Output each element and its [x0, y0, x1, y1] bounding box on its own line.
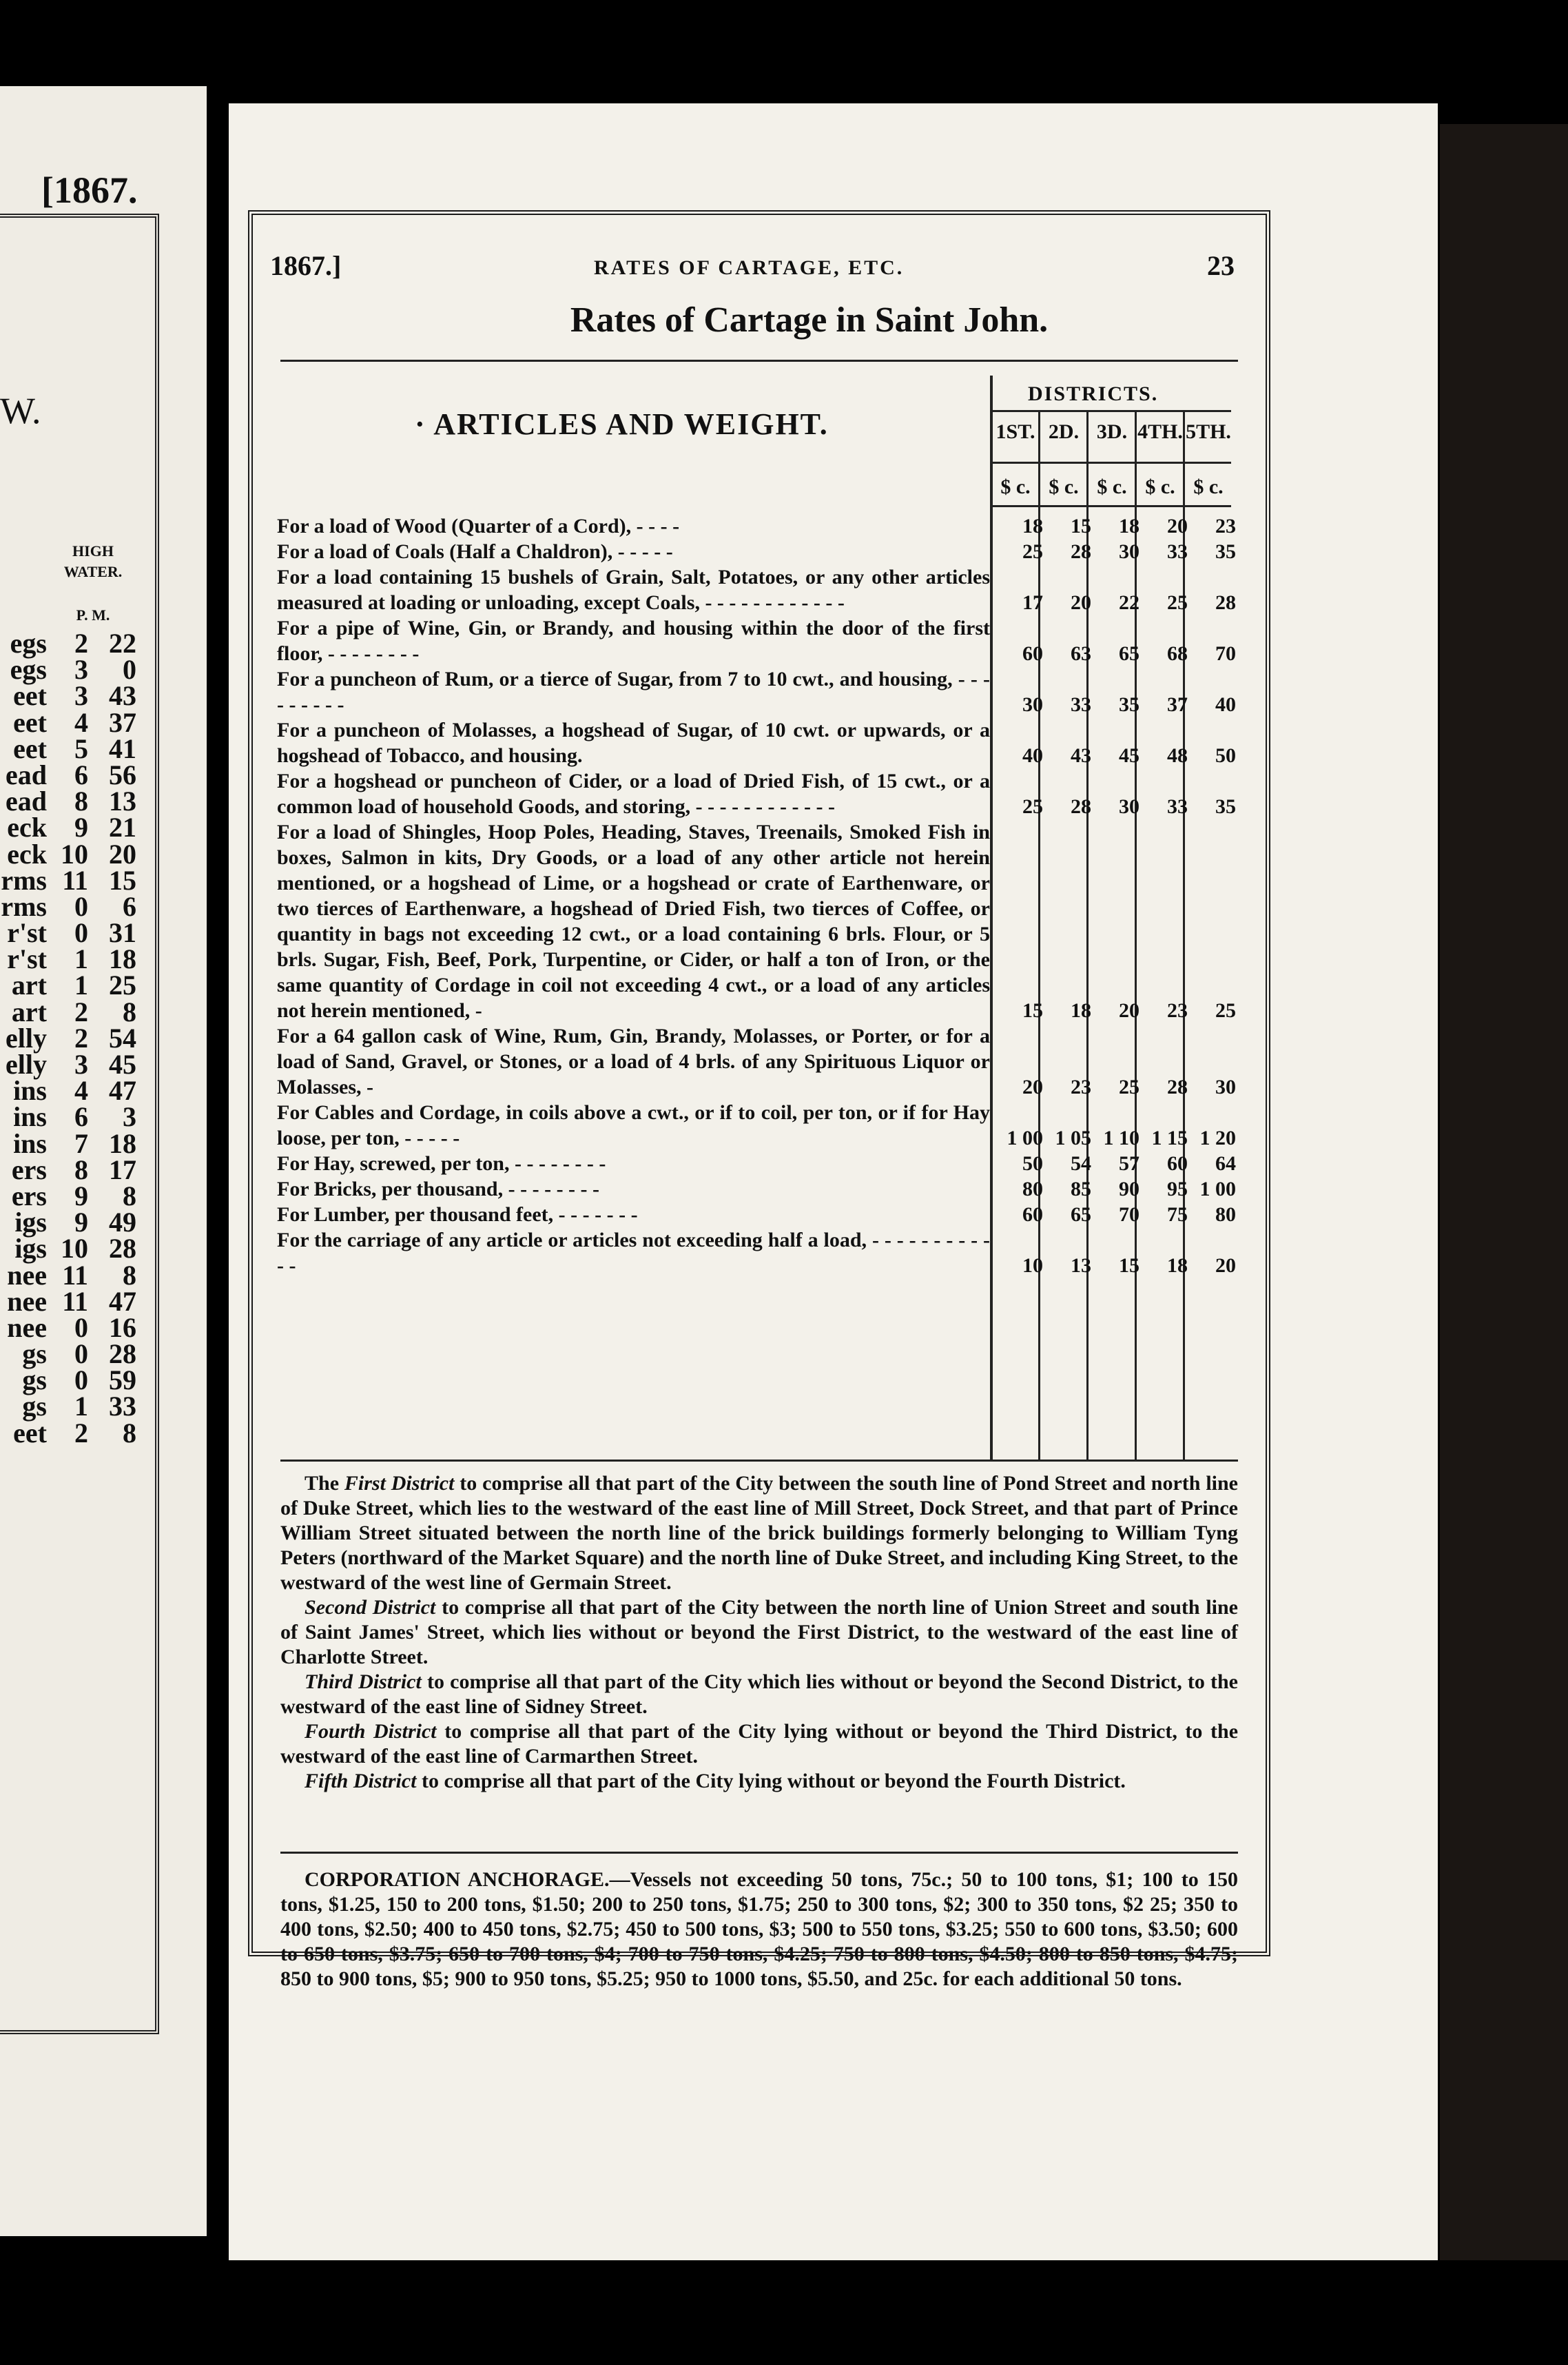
table-row — [0, 812, 145, 843]
minute-value: 21 — [109, 812, 136, 843]
district-note — [280, 1769, 1238, 1794]
hour-value: 10 — [61, 1233, 88, 1265]
table-row — [0, 1364, 145, 1396]
rate-cell: 1 00 — [1007, 1127, 1043, 1149]
article-description: For a puncheon of Molasses, a hogshead of Sugar, of 10 cwt. or upwards, or a hogshead of Tobacco, and housing. — [277, 719, 990, 767]
row-suffix: art — [11, 996, 47, 1027]
hour-value: 9 — [74, 812, 88, 843]
rate-cell: 30 — [1022, 693, 1043, 716]
row-suffix: rms — [1, 890, 47, 922]
table-row — [0, 1049, 145, 1080]
rate-cell: 20 — [1022, 1076, 1043, 1098]
rate-cell: 25 — [1167, 591, 1188, 614]
anchorage-paragraph — [280, 1867, 1238, 1992]
row-suffix: eet — [13, 706, 47, 738]
note-text: to comprise all that part of the City which lies without or beyond the Second District, to the westward of the east line of Sidney Street. — [280, 1670, 1238, 1718]
articles-heading: · ARTICLES AND WEIGHT. — [415, 407, 829, 441]
rate-cell: 33 — [1167, 540, 1188, 563]
table-row — [0, 680, 145, 712]
note-text: to comprise all that part of the City between the south line of Pond Street and north line of Duke Street, which lies to the westward of the east line of Mill Street, Dock Street, and that part of Prince William Street situated between the north line of the brick buildings formerly belonging to William Tyng Peters (northward of the Market Square) and the north line of Duke Street, and including King Street, to the westward of the west line of Germain Street. — [280, 1472, 1238, 1594]
note-district-name: Third District — [305, 1670, 422, 1693]
districts-rule — [990, 410, 1231, 412]
minute-value: 8 — [123, 1180, 136, 1211]
table-row — [0, 996, 145, 1027]
table-row — [0, 628, 145, 659]
minute-value: 3 — [123, 1101, 136, 1133]
minute-value: 18 — [109, 943, 136, 975]
rate-cell: 60 — [1022, 1203, 1043, 1226]
minute-value: 8 — [123, 1259, 136, 1291]
district-note — [280, 1471, 1238, 1595]
row-suffix: gs — [22, 1338, 47, 1370]
minute-value: 49 — [109, 1207, 136, 1238]
rate-cell: 25 — [1022, 795, 1043, 818]
rate-cell: 70 — [1215, 642, 1236, 665]
notes-rule — [280, 1852, 1238, 1854]
rate-cell: 37 — [1167, 693, 1188, 716]
minute-value: 17 — [109, 1154, 136, 1185]
table-row — [0, 759, 145, 790]
rate-cell: 40 — [1022, 744, 1043, 767]
left-page-letter: W. — [0, 390, 41, 431]
row-suffix: nee — [7, 1259, 47, 1291]
article-description: For Hay, screwed, per ton, - - - - - - - - — [277, 1152, 606, 1175]
note-text: to comprise all that part of the City between the north line of Union Street and south line of Saint James' Street, which lies without or beyond the First District, to the westward of the east line of Charlotte Street. — [280, 1596, 1238, 1668]
minute-value: 31 — [109, 917, 136, 949]
hour-value: 3 — [74, 654, 88, 686]
row-suffix: nee — [7, 1285, 47, 1317]
table-row — [0, 972, 145, 999]
table-row — [0, 733, 145, 764]
district-note — [280, 1670, 1238, 1719]
page-title: Rates of Cartage in Saint John. — [570, 300, 1049, 340]
article-description: For a 64 gallon cask of Wine, Rum, Gin, Brandy, Molasses, or Porter, or for a load of Sand, Gravel, or Stones, or a load of 4 brls. of any Spirituous Liquor or Molasses, - — [277, 1025, 990, 1098]
minute-value: 43 — [109, 680, 136, 712]
hour-value: 5 — [74, 733, 88, 764]
minute-value: 59 — [109, 1364, 136, 1396]
table-row — [277, 564, 1238, 615]
table-row — [277, 1202, 1238, 1227]
row-suffix: ins — [13, 1127, 47, 1159]
row-suffix: ins — [13, 1101, 47, 1133]
article-description: For Lumber, per thousand feet, - - - - - - - — [277, 1203, 638, 1226]
rate-cell: 28 — [1167, 1076, 1188, 1098]
rate-cell: 25 — [1022, 540, 1043, 563]
article-description: For a load of Coals (Half a Chaldron), - - - - - — [277, 540, 673, 563]
row-suffix: art — [11, 970, 47, 1001]
hour-value: 11 — [62, 1259, 88, 1291]
table-row — [0, 788, 145, 815]
table-row — [0, 1233, 145, 1265]
rate-cell: 35 — [1215, 795, 1236, 818]
hour-value: 0 — [74, 917, 88, 949]
minute-value: 16 — [109, 1311, 136, 1343]
columns-rule — [990, 462, 1231, 464]
rate-cell: 25 — [1119, 1076, 1139, 1098]
pm-heading: P. M. — [76, 606, 110, 624]
district-notes — [280, 1471, 1238, 1794]
article-description: For Bricks, per thousand, - - - - - - - - — [277, 1178, 600, 1200]
table-row — [277, 615, 1238, 666]
table-row — [0, 1101, 145, 1133]
table-row — [277, 1151, 1238, 1176]
units-rule — [990, 505, 1231, 507]
hour-value: 6 — [74, 1101, 88, 1133]
district-col-2: 2D. — [1048, 420, 1080, 443]
note-text: to comprise all that part of the City lying without or beyond the Fourth District. — [416, 1770, 1126, 1792]
hour-value: 2 — [74, 996, 88, 1027]
hour-value: 9 — [74, 1207, 88, 1238]
row-suffix: eet — [13, 733, 47, 764]
rate-cell: 85 — [1071, 1178, 1091, 1200]
minute-value: 41 — [109, 733, 136, 764]
article-description: For a load containing 15 bushels of Grain, Salt, Potatoes, or any other articles measured at loading or unloading, except Coals, - - - - - - - - - - - - — [277, 566, 990, 614]
unit-label: $ c. — [1193, 475, 1224, 498]
rate-cell: 95 — [1167, 1178, 1188, 1200]
table-row — [0, 654, 145, 686]
row-suffix: elly — [6, 1022, 47, 1054]
minute-value: 28 — [109, 1338, 136, 1370]
table-row — [0, 1393, 145, 1420]
minute-value: 8 — [123, 1417, 136, 1448]
table-row — [277, 513, 1238, 539]
hour-value: 6 — [74, 759, 88, 790]
minute-value: 22 — [109, 628, 136, 659]
title-rule — [280, 360, 1238, 362]
rate-cell: 50 — [1215, 744, 1236, 767]
unit-label: $ c. — [1097, 475, 1127, 498]
hour-value: 4 — [74, 1075, 88, 1107]
rate-cell: 23 — [1215, 515, 1236, 538]
row-suffix: nee — [7, 1311, 47, 1343]
row-suffix: igs — [14, 1233, 47, 1265]
rate-cell: 30 — [1119, 795, 1139, 818]
table-row — [0, 1311, 145, 1343]
rate-cell: 80 — [1022, 1178, 1043, 1200]
rate-cell: 18 — [1071, 999, 1091, 1022]
table-row — [0, 1127, 145, 1159]
rate-cell: 1 10 — [1103, 1127, 1139, 1149]
minute-value: 47 — [109, 1075, 136, 1107]
table-row — [0, 1209, 145, 1236]
minute-value: 47 — [109, 1285, 136, 1317]
hour-value: 8 — [74, 786, 88, 817]
unit-label: $ c. — [1145, 475, 1175, 498]
minute-value: 6 — [123, 890, 136, 922]
rate-cell: 1 20 — [1199, 1127, 1236, 1149]
unit-label: $ c. — [1000, 475, 1031, 498]
row-suffix: eet — [13, 1417, 47, 1448]
row-suffix: ead — [6, 786, 47, 817]
minute-value: 15 — [109, 864, 136, 896]
hour-value: 1 — [74, 970, 88, 1001]
row-suffix: ers — [11, 1180, 47, 1211]
high-water-heading: HIGH WATER. — [63, 542, 123, 580]
rate-cell: 25 — [1215, 999, 1236, 1022]
hour-value: 0 — [74, 1311, 88, 1343]
hour-value: 1 — [74, 1391, 88, 1422]
minute-value: 8 — [123, 996, 136, 1027]
article-description: For a load of Shingles, Hoop Poles, Heading, Staves, Treenails, Smoked Fish in boxes, Salmon in kits, Dry Goods, or a load of any other article not herein mentioned, or a hogshead of Lime, or a hogshead or crate of Earthenware, or two tierces of Earthenware, a hogshead of Dried Fish, two tierces of Coffee, or quantity in bags not exceeding 12 cwt., or a load containing 6 brls. Flour, or 5 brls. Sugar, Fish, Beef, Pork, Turpentine, or Cider, or half a ton of Iron, or the same quantity of Cordage in coil not exceeding 4 cwt., or a load of any articles not herein mentioned, - — [277, 821, 990, 1022]
hour-value: 2 — [74, 628, 88, 659]
minute-value: 18 — [109, 1127, 136, 1159]
running-head: RATES OF CARTAGE, ETC. — [594, 256, 905, 279]
table-row — [0, 1022, 145, 1054]
minute-value: 25 — [109, 970, 136, 1001]
hour-value: 2 — [74, 1417, 88, 1448]
table-row — [0, 1075, 145, 1107]
rate-cell: 54 — [1071, 1152, 1091, 1175]
rate-cell: 10 — [1022, 1254, 1043, 1277]
rate-cell: 1 05 — [1055, 1127, 1091, 1149]
table-row — [0, 1417, 145, 1448]
row-suffix: gs — [22, 1364, 47, 1396]
table-row — [0, 943, 145, 975]
minute-value: 0 — [123, 654, 136, 686]
rate-cell: 64 — [1215, 1152, 1236, 1175]
rate-cell: 50 — [1022, 1152, 1043, 1175]
minute-value: 45 — [109, 1049, 136, 1080]
rate-cell: 28 — [1071, 795, 1091, 818]
table-rule — [280, 1460, 1238, 1462]
rate-cell: 33 — [1071, 693, 1091, 716]
rate-cell: 28 — [1071, 540, 1091, 563]
note-district-name: Second District — [305, 1596, 436, 1619]
row-suffix: eck — [7, 838, 47, 870]
article-description: For a pipe of Wine, Gin, or Brandy, and housing within the door of the first floor, - - - - - - - - — [277, 617, 990, 665]
note-district-name: First District — [344, 1472, 455, 1495]
rate-cell: 48 — [1167, 744, 1188, 767]
hour-value: 1 — [74, 943, 88, 975]
rate-cell: 22 — [1119, 591, 1139, 614]
table-row — [0, 864, 145, 896]
minute-value: 37 — [109, 706, 136, 738]
row-suffix: ers — [11, 1154, 47, 1185]
table-row — [277, 717, 1238, 768]
table-row — [0, 1180, 145, 1211]
hour-value: 4 — [74, 706, 88, 738]
hour-value: 2 — [74, 1022, 88, 1054]
minute-value: 54 — [109, 1022, 136, 1054]
row-suffix: igs — [14, 1207, 47, 1238]
hour-value: 0 — [74, 890, 88, 922]
table-row — [0, 838, 145, 870]
table-row — [277, 1100, 1238, 1151]
rate-cell: 43 — [1071, 744, 1091, 767]
rate-cell: 60 — [1167, 1152, 1188, 1175]
district-col-5: 5TH. — [1186, 420, 1231, 443]
minute-value: 20 — [109, 838, 136, 870]
hour-value: 11 — [62, 864, 88, 896]
district-note — [280, 1719, 1238, 1769]
header-year: 1867.] — [270, 250, 342, 281]
anchorage-label: CORPORATION ANCHORAGE. — [305, 1868, 610, 1891]
article-description: For the carriage of any article or articles not exceeding half a load, - - - - - - - - - - - - — [277, 1229, 990, 1277]
anchorage-text: —Vessels not exceeding 50 tons, 75c.; 50 to 100 tons, $1; 100 to 150 tons, $1.25, 150 to 200 tons, $1.50; 200 to 250 tons, $1.75; 250 to 300 tons, $2; 300 to 350 tons, $2 25; 350 to 400 tons, $2.50; 400 to 450 tons, $2.75; 450 to 500 tons, $3; 500 to 550 tons, $3.25; 550 to 600 tons, $3.50; 600 to 650 tons, $3.75; 650 to 700 tons, $4; 700 to 750 tons, $4.25; 750 to 800 tons, $4.50; 800 to 850 tons, $4.75; 850 to 900 tons, $5; 900 to 950 tons, $5.25; 950 to 1000 tons, $5.50, and 25c. for each additional 50 tons. — [280, 1868, 1238, 1990]
minute-value: 13 — [109, 786, 136, 817]
rate-cell: 35 — [1119, 693, 1139, 716]
rate-cell: 1 00 — [1199, 1178, 1236, 1200]
table-row — [277, 1176, 1238, 1202]
row-suffix: gs — [22, 1391, 47, 1422]
rate-cell: 20 — [1215, 1254, 1236, 1277]
rate-cell: 1 15 — [1151, 1127, 1188, 1149]
minute-value: 56 — [109, 759, 136, 790]
rate-cell: 23 — [1167, 999, 1188, 1022]
high-water-table — [0, 628, 145, 1448]
rate-cell: 35 — [1215, 540, 1236, 563]
article-description: For a puncheon of Rum, or a tierce of Sugar, from 7 to 10 cwt., and housing, - - - - - - - - - — [277, 668, 990, 716]
districts-heading: DISTRICTS. — [1028, 382, 1159, 405]
book-binding — [1440, 124, 1568, 2260]
rate-cell: 15 — [1022, 999, 1043, 1022]
table-row — [0, 706, 145, 738]
rate-cell: 80 — [1215, 1203, 1236, 1226]
rate-cell: 60 — [1022, 642, 1043, 665]
rate-cell: 30 — [1215, 1076, 1236, 1098]
table-row — [277, 539, 1238, 564]
rate-cell: 30 — [1119, 540, 1139, 563]
rate-cell: 18 — [1022, 515, 1043, 538]
rate-cell: 20 — [1119, 999, 1139, 1022]
table-row — [277, 666, 1238, 717]
article-description: For Cables and Cordage, in coils above a cwt., or if to coil, per ton, or if for Hay loose, per ton, - - - - - — [277, 1101, 990, 1149]
hour-value: 8 — [74, 1154, 88, 1185]
row-suffix: r'st — [7, 917, 47, 949]
left-page-year: [1867. — [41, 170, 138, 211]
rate-cell: 45 — [1119, 744, 1139, 767]
note-text: to comprise all that part of the City lying without or beyond the Third District, to the westward of the east line of Carmarthen Street. — [280, 1720, 1239, 1768]
note-district-name: Fifth District — [305, 1770, 417, 1792]
page — [229, 103, 1438, 2260]
rate-cell: 65 — [1119, 642, 1139, 665]
row-suffix: r'st — [7, 943, 47, 975]
page-number: 23 — [1207, 250, 1235, 281]
rate-cell: 20 — [1071, 591, 1091, 614]
article-description: For a hogshead or puncheon of Cider, or a load of Dried Fish, of 15 cwt., or a common load of household Goods, and storing, - - - - - - - - - - - - — [277, 770, 990, 818]
district-col-1: 1ST. — [996, 420, 1035, 443]
table-row — [277, 1023, 1238, 1100]
unit-label: $ c. — [1049, 475, 1079, 498]
row-suffix: elly — [6, 1049, 47, 1080]
rate-cell: 75 — [1167, 1203, 1188, 1226]
rate-cell: 15 — [1119, 1254, 1139, 1277]
row-suffix: ead — [6, 759, 47, 790]
rate-cell: 18 — [1167, 1254, 1188, 1277]
article-description: For a load of Wood (Quarter of a Cord), - - - - — [277, 515, 680, 538]
rate-cell: 20 — [1167, 515, 1188, 538]
rate-cell: 57 — [1119, 1152, 1139, 1175]
hour-value: 11 — [62, 1285, 88, 1317]
table-row — [277, 768, 1238, 819]
rate-cell: 63 — [1071, 642, 1091, 665]
minute-value: 28 — [109, 1233, 136, 1265]
row-suffix: rms — [1, 864, 47, 896]
rate-cell: 28 — [1215, 591, 1236, 614]
hour-value: 3 — [74, 680, 88, 712]
rate-cell: 68 — [1167, 642, 1188, 665]
hour-value: 7 — [74, 1127, 88, 1159]
row-suffix: egs — [10, 654, 47, 686]
hour-value: 0 — [74, 1364, 88, 1396]
hour-value: 3 — [74, 1049, 88, 1080]
table-row — [0, 1259, 145, 1291]
table-row — [0, 1285, 145, 1317]
row-suffix: egs — [10, 628, 47, 659]
rate-cell: 33 — [1167, 795, 1188, 818]
hour-value: 9 — [74, 1180, 88, 1211]
hour-value: 0 — [74, 1338, 88, 1370]
minute-value: 33 — [109, 1391, 136, 1422]
rate-cell: 18 — [1119, 515, 1139, 538]
note-district-name: Fourth District — [305, 1720, 437, 1743]
rates-table — [277, 513, 1238, 1278]
rate-cell: 70 — [1119, 1203, 1139, 1226]
rate-cell: 17 — [1022, 591, 1043, 614]
rate-cell: 90 — [1119, 1178, 1139, 1200]
rate-cell: 13 — [1071, 1254, 1091, 1277]
row-suffix: eet — [13, 680, 47, 712]
table-row — [0, 1338, 145, 1370]
table-row — [277, 1227, 1238, 1278]
table-row — [0, 890, 145, 922]
table-row — [0, 917, 145, 949]
table-row — [0, 1154, 145, 1185]
row-suffix: eck — [7, 812, 47, 843]
rate-cell: 23 — [1071, 1076, 1091, 1098]
hour-value: 10 — [61, 838, 88, 870]
rate-cell: 65 — [1071, 1203, 1091, 1226]
district-note — [280, 1595, 1238, 1670]
rate-cell: 40 — [1215, 693, 1236, 716]
note-lead: The — [305, 1472, 344, 1495]
table-row — [277, 819, 1238, 1023]
district-col-3: 3D. — [1096, 420, 1128, 443]
page-title-wrap — [229, 300, 1438, 340]
district-col-4: 4TH. — [1137, 420, 1183, 443]
rate-cell: 15 — [1071, 515, 1091, 538]
row-suffix: ins — [13, 1075, 47, 1107]
